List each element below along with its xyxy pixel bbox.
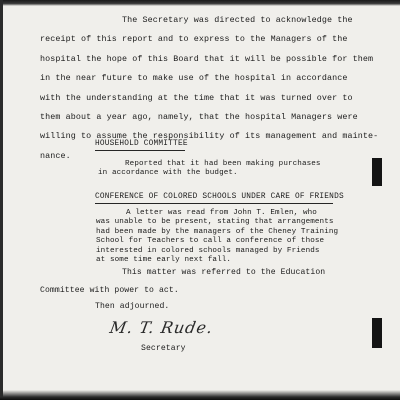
- text-line: This matter was referred to the Education: [122, 268, 326, 277]
- text-line: A letter was read from John T. Emlen, who: [126, 209, 317, 217]
- text-line: with the understanding at the time that it was turned over to: [40, 92, 353, 103]
- text-line: hospital the hope of this Board that it will be possible for them: [40, 53, 374, 64]
- household-heading: HOUSEHOLD COMMITTEE: [95, 140, 188, 148]
- text-line: had been made by the managers of the Cheney Training: [96, 227, 339, 236]
- text-line: at some time early next fall.: [96, 256, 232, 265]
- referral-paragraph: [40, 264, 325, 300]
- text-line: in accordance with the budget.: [98, 169, 238, 178]
- text-line: them about a year ago, namely, that the hospital Managers were: [40, 112, 358, 123]
- text-line: School for Teachers to call a conference of those: [96, 237, 325, 246]
- margin-mark: [372, 318, 382, 348]
- conference-heading: CONFERENCE OF COLORED SCHOOLS UNDER CARE OF FRIENDS: [95, 193, 344, 201]
- household-paragraph: [98, 160, 321, 179]
- minutes-paragraph: [40, 11, 378, 166]
- text-line: nance.: [40, 150, 71, 161]
- scan-edge-bottom: [0, 390, 400, 400]
- scan-edge-top: [0, 0, 400, 6]
- heading-underline: [95, 150, 185, 151]
- text-line: willing to assume the responsibility of its management and mainte-: [40, 131, 379, 142]
- scan-edge-left: [0, 0, 3, 400]
- text-line: was unable to be present, stating that arrangements: [96, 218, 334, 227]
- adjourned-line: Then adjourned.: [95, 302, 170, 311]
- text-line: interested in colored schools managed by Friends: [96, 246, 320, 255]
- secretary-title: Secretary: [141, 344, 186, 353]
- text-line: receipt of this report and to express to the Managers of the: [40, 34, 348, 45]
- text-line: Committee with power to act.: [40, 286, 179, 295]
- heading-underline: [95, 203, 333, 204]
- conference-paragraph: [96, 209, 338, 265]
- text-line: The Secretary was directed to acknowledge the: [122, 15, 353, 25]
- secretary-signature: M. T. Rude.: [108, 318, 215, 337]
- text-line: in the near future to make use of the hospital in accordance: [40, 73, 348, 84]
- text-line: Reported that it had been making purchases: [125, 160, 321, 168]
